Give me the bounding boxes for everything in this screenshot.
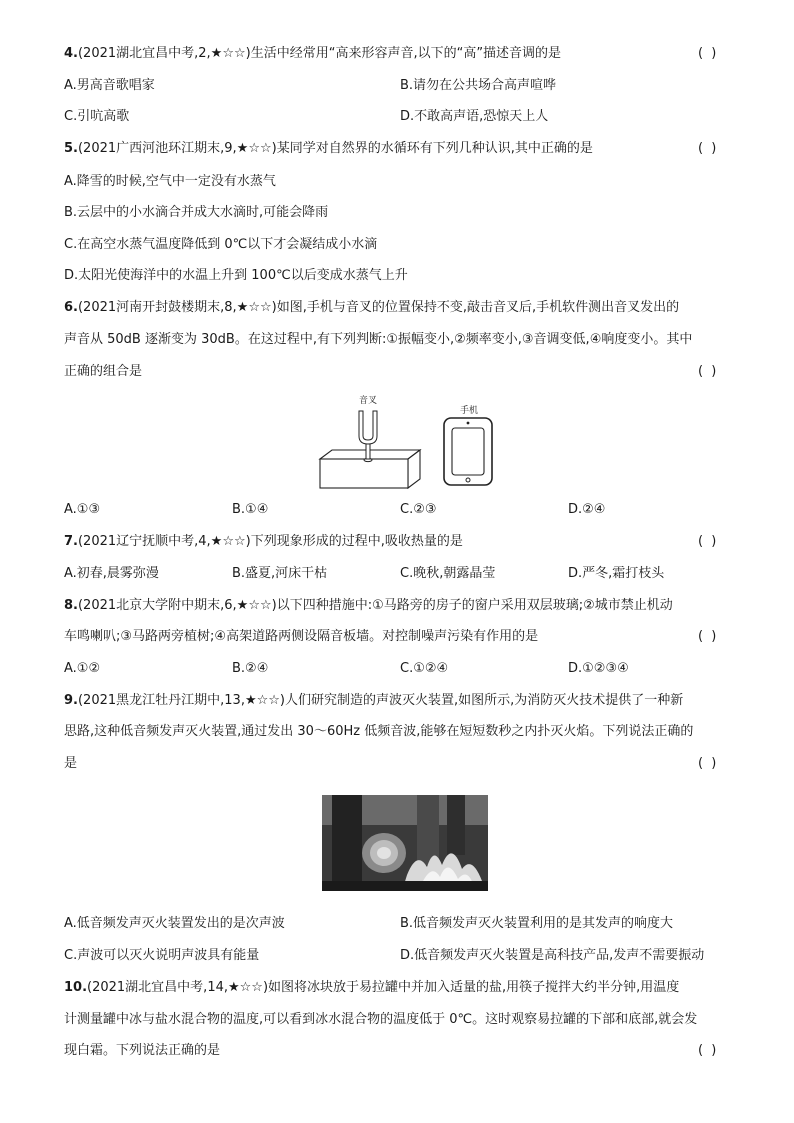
q4-stem-line-1: 4.(2021湖北宜昌中考,2,★☆☆)生活中经常用“高来形容声音,以下的“高”描述音调的是: [64, 46, 562, 61]
q7-option-a: A.初春,晨雾弥漫: [64, 566, 159, 581]
q4-number: 4.: [64, 46, 78, 61]
q9-option-d: D.低音频发声灭火装置是高科技产品,发声不需要振动: [400, 948, 705, 963]
q4-option-c: C.引吭高歌: [64, 109, 130, 124]
q9-option-c: C.声波可以灭火说明声波具有能量: [64, 948, 260, 963]
q9-answer-blank: ( ): [698, 756, 719, 771]
q10-stem-line-3: 现白霜。下列说法正确的是: [64, 1043, 221, 1058]
q4-option-d: D.不敢高声语,恐惊天上人: [400, 109, 549, 124]
q8-option-c: C.①②④: [400, 661, 449, 676]
q6-option-d: D.②④: [568, 502, 606, 517]
q5-option-b: B.云层中的小水滴合并成大水滴时,可能会降雨: [64, 205, 329, 220]
q8-option-a: A.①②: [64, 661, 101, 676]
q9-option-a: A.低音频发声灭火装置发出的是次声波: [64, 916, 285, 931]
sound-extinguisher-photo-art: [322, 795, 488, 891]
phone-label: 手机: [459, 406, 479, 416]
q7-option-b: B.盛夏,河床干枯: [232, 566, 328, 581]
q8-stem-line-1: 8.(2021北京大学附中期末,6,★☆☆)以下四种措施中:①马路旁的房子的窗户采用双层玻璃;②城市禁止机动: [64, 598, 673, 613]
q10-stem-line-1: 10.(2021湖北宜昌中考,14,★☆☆)如图将冰块放于易拉罐中并加入适量的盐,用筷子搅拌大约半分钟,用温度: [64, 980, 680, 995]
q5-option-a: A.降雪的时候,空气中一定没有水蒸气: [64, 174, 276, 189]
sound-extinguisher-photo: [322, 795, 488, 891]
q10-answer-blank: ( ): [698, 1043, 719, 1058]
tuning-fork-phone-figure: [316, 392, 496, 492]
q9-number: 9.: [64, 693, 78, 708]
q6-option-c: C.②③: [400, 502, 437, 517]
q6-stem-line-1: 6.(2021河南开封鼓楼期末,8,★☆☆)如图,手机与音叉的位置保持不变,敲击音叉后,手机软件测出音叉发出的: [64, 300, 680, 315]
phone: [444, 418, 492, 485]
q5-stem-line-1: 5.(2021广西河池环江期末,9,★☆☆)某同学对自然界的水循环有下列几种认识,其中正确的是: [64, 141, 593, 156]
q9-stem-line-3: 是: [64, 756, 78, 771]
q9-stem-line-1: 9.(2021黑龙江牡丹江期中,13,★☆☆)人们研究制造的声波灭火装置,如图所示,为消防灭火技术提供了一种新: [64, 693, 684, 708]
fork-label: 音叉: [358, 396, 378, 406]
q7-answer-blank: ( ): [698, 534, 719, 549]
q8-option-d: D.①②③④: [568, 661, 629, 676]
q5-answer-blank: ( ): [698, 141, 719, 156]
q7-option-c: C.晚秋,朝露晶莹: [400, 566, 496, 581]
q8-option-b: B.②④: [232, 661, 269, 676]
q5-option-c: C.在高空水蒸气温度降低到 0℃以下才会凝结成小水滴: [64, 237, 378, 252]
q4-option-a: A.男高音歌唱家: [64, 78, 155, 93]
q6-stem-line-2: 声音从 50dB 逐渐变为 30dB。在这过程中,有下列判断:①振幅变小,②频率变小,③音调变低,④响度变小。其中: [64, 332, 693, 347]
q7-stem-line-1: 7.(2021辽宁抚顺中考,4,★☆☆)下列现象形成的过程中,吸收热量的是: [64, 534, 463, 549]
q8-stem-line-2: 车鸣喇叭;③马路两旁植树;④高架道路两侧设隔音板墙。对控制噪声污染有作用的是: [64, 629, 539, 644]
q5-option-d: D.太阳光使海洋中的水温上升到 100℃以后变成水蒸气上升: [64, 268, 408, 283]
q10-stem-line-2: 计测量罐中冰与盐水混合物的温度,可以看到冰水混合物的温度低于 0℃。这时观察易拉罐的下部和底部,就会发: [64, 1012, 698, 1027]
q6-option-a: A.①③: [64, 502, 101, 517]
q6-option-b: B.①④: [232, 502, 269, 517]
q8-answer-blank: ( ): [698, 629, 719, 644]
q9-stem-line-2: 思路,这种低音频发声灭火装置,通过发出 30～60Hz 低频音波,能够在短短数秒之内扑灭火焰。下列说法正确的: [64, 724, 694, 739]
q6-number: 6.: [64, 300, 78, 315]
q4-answer-blank: ( ): [698, 46, 719, 61]
q9-option-b: B.低音频发声灭火装置利用的是其发声的响度大: [400, 916, 674, 931]
q7-option-d: D.严冬,霜打枝头: [568, 566, 665, 581]
q10-number: 10.: [64, 980, 88, 995]
q8-number: 8.: [64, 598, 78, 613]
q4-option-b: B.请勿在公共场合高声喧哗: [400, 78, 557, 93]
q5-number: 5.: [64, 141, 78, 156]
q6-stem-line-3: 正确的组合是: [64, 364, 143, 379]
q7-number: 7.: [64, 534, 78, 549]
q6-answer-blank: ( ): [698, 364, 719, 379]
